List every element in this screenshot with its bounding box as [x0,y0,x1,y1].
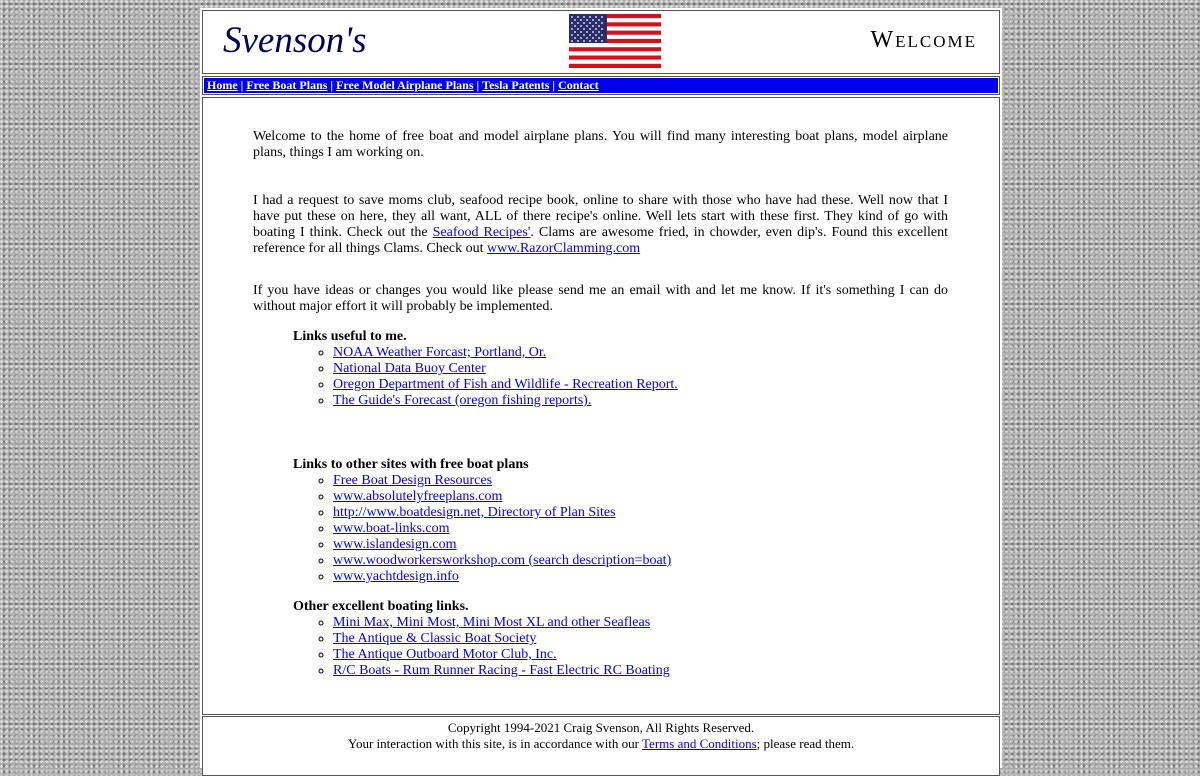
footer [202,716,1000,776]
guides-forecast-link[interactable]: The Guide's Forecast (oregon fishing reports). [333,393,592,408]
useful-links-heading: Links useful to me. [293,329,407,344]
razor-clamming-link[interactable]: www.RazorClamming.com [487,241,641,256]
nav-home-link[interactable]: Home [207,78,238,92]
list-item [333,537,948,553]
list-item [333,345,948,361]
list-item [333,569,948,585]
terms-text-end: ; please read them. [756,736,855,751]
welcome-heading: Welcome [870,27,977,53]
list-item [333,647,948,663]
nav-tesla-patents-link[interactable]: Tesla Patents [482,78,550,92]
boating-links-group [293,599,948,679]
boat-plan-sites-group [293,457,948,585]
terms-text-start: Your interaction with this site, is in accordance with our [347,736,643,751]
intro-paragraph: Welcome to the home of free boat and model airplane plans. You will find many interesting boat plans, model airplane plans, things I am working on. [253,129,948,160]
boat-plan-sites-heading: Links to other sites with free boat plans [293,457,529,472]
content-frame [202,97,1000,715]
recipes-text-middle: . Clams are awesome fried, in chowder, even dip's. Found this excellent reference for all things Clams. Check out [253,225,948,256]
copyright-text: Copyright 1994-2021 Craig Svenson, All Rights Reserved. [447,720,755,735]
recipes-text-start: I had a request to save moms club, seafood recipe book, online to share with those who have had these. Well now that I have put these on here, they all want, ALL of there recipe's online. Well lets start with these first. They kind of go with boating I think. Check out the [253,193,948,240]
list-item [333,631,948,647]
list-item [333,663,948,679]
boatdesign-link[interactable]: http://www.boatdesign.net, Directory of Plan Sites [333,505,616,520]
terms-notice [203,736,999,752]
list-item [333,473,948,489]
nav-separator: | [240,78,244,92]
list-item [333,377,948,393]
odfw-report-link[interactable]: Oregon Department of Fish and Wildlife - Recreation Report. [333,377,678,392]
islandesign-link[interactable]: www.islandesign.com [333,537,457,552]
recipes-paragraph [253,193,948,257]
nav-free-model-airplane-plans-link[interactable]: Free Model Airplane Plans [336,78,474,92]
site-title: Svenson's [223,20,367,61]
rc-boats-link[interactable]: R/C Boats - Rum Runner Racing - Fast Electric RC Boating [333,663,670,678]
list-item [333,521,948,537]
noaa-weather-link[interactable]: NOAA Weather Forcast; Portland, Or. [333,345,547,360]
nav-separator: | [476,78,480,92]
seafleas-link[interactable]: Mini Max, Mini Most, Mini Most XL and other Seafleas [333,615,651,630]
nav-free-boat-plans-link[interactable]: Free Boat Plans [246,78,328,92]
nav-bar [204,78,998,93]
boat-plan-sites-list [293,473,948,585]
list-item [333,553,948,569]
data-buoy-link[interactable]: National Data Buoy Center [333,361,486,376]
boating-links-heading: Other excellent boating links. [293,599,469,614]
outboard-motor-club-link[interactable]: The Antique Outboard Motor Club, Inc. [333,647,557,662]
yachtdesign-link[interactable]: www.yachtdesign.info [333,569,459,584]
boating-links-list [293,615,948,679]
nav-separator: | [330,78,334,92]
woodworkersworkshop-link[interactable]: www.woodworkersworkshop.com (search description=boat) [333,553,672,568]
list-item [333,505,948,521]
list-item [333,393,948,409]
nav-separator: | [552,78,556,92]
feedback-paragraph: If you have ideas or changes you would like please send me an email with and let me know. If it's something I can do without major effort it will probably be implemented. [253,283,948,314]
nav-frame [202,76,1000,95]
header [202,10,1000,74]
seafood-recipes-link[interactable]: Seafood Recipes' [432,225,531,240]
list-item [333,361,948,377]
antique-boat-society-link[interactable]: The Antique & Classic Boat Society [333,631,537,646]
absolutelyfreeplans-link[interactable]: www.absolutelyfreeplans.com [333,489,503,504]
boat-links-link[interactable]: www.boat-links.com [333,521,450,536]
list-item [333,615,948,631]
main-content [253,129,948,679]
useful-links-list [293,345,948,409]
page-frame [200,8,1002,768]
free-boat-design-link[interactable]: Free Boat Design Resources [333,473,493,488]
us-flag-icon [569,14,661,68]
list-item [333,489,948,505]
nav-contact-link[interactable]: Contact [558,78,599,92]
terms-link[interactable]: Terms and Conditions [642,736,757,751]
useful-links-group [293,329,948,409]
